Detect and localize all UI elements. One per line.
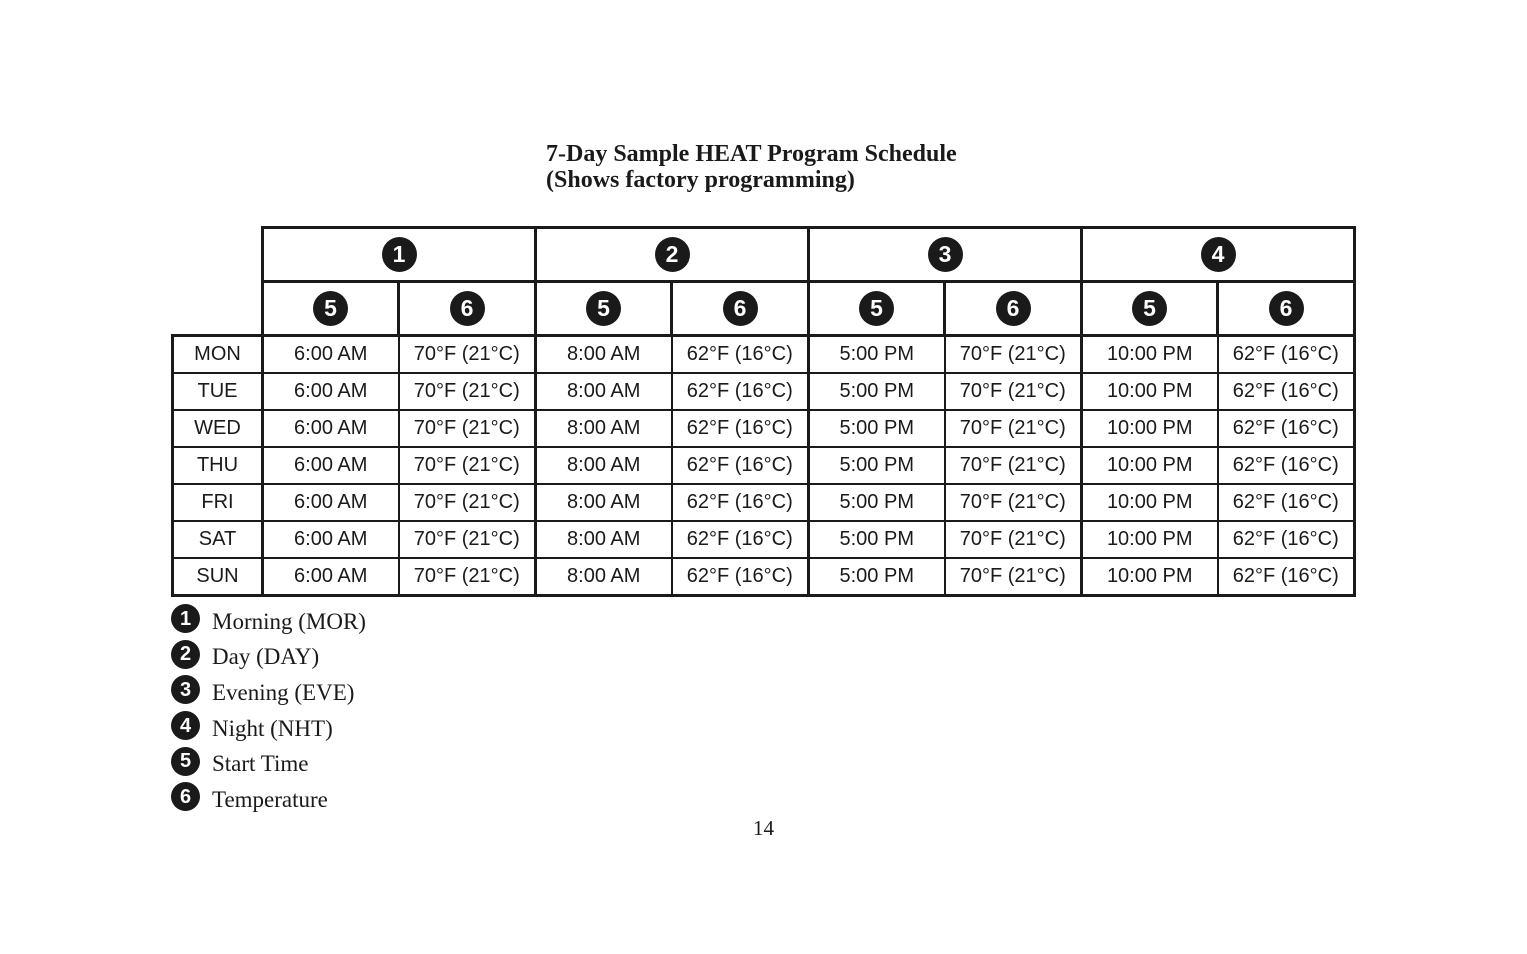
table-row: [173, 484, 1355, 521]
number-6-badge: 6: [1269, 291, 1304, 326]
table-row: [173, 336, 1355, 374]
temperature-cell: 62°F (16°C): [1218, 336, 1355, 374]
period-header-row: [173, 228, 1355, 282]
number-3-badge: 3: [928, 237, 963, 272]
start-time-cell: 6:00 AM: [263, 373, 399, 410]
number-6-badge: 6: [171, 782, 200, 811]
legend-label: Temperature: [212, 786, 328, 812]
sub-header-temperature: [945, 282, 1082, 336]
temperature-cell: 70°F (21°C): [945, 484, 1082, 521]
temperature-cell: 70°F (21°C): [399, 336, 536, 374]
blank-corner: [173, 282, 263, 336]
temperature-cell: 62°F (16°C): [1218, 410, 1355, 447]
number-3-badge: 3: [171, 675, 200, 704]
start-time-cell: 8:00 AM: [536, 521, 672, 558]
temperature-cell: 62°F (16°C): [1218, 558, 1355, 596]
table-row: [173, 373, 1355, 410]
day-cell: MON: [173, 336, 263, 374]
number-1-badge: 1: [382, 237, 417, 272]
legend-label: Day (DAY): [212, 644, 320, 670]
sub-header-row: [173, 282, 1355, 336]
start-time-cell: 5:00 PM: [809, 521, 945, 558]
title-line-1: 7-Day Sample HEAT Program Schedule: [546, 141, 957, 167]
legend-item-temperature: [171, 782, 366, 818]
temperature-cell: 70°F (21°C): [399, 558, 536, 596]
day-cell: THU: [173, 447, 263, 484]
day-cell: SAT: [173, 521, 263, 558]
number-4-badge: 4: [1201, 237, 1236, 272]
start-time-cell: 5:00 PM: [809, 410, 945, 447]
number-5-badge: 5: [859, 291, 894, 326]
start-time-cell: 5:00 PM: [809, 373, 945, 410]
sub-header-start-time: [809, 282, 945, 336]
sub-header-temperature: [399, 282, 536, 336]
table-row: [173, 521, 1355, 558]
period-header-day: [536, 228, 809, 282]
start-time-cell: 10:00 PM: [1082, 521, 1218, 558]
title-line-2: (Shows factory programming): [546, 167, 855, 193]
temperature-cell: 62°F (16°C): [1218, 373, 1355, 410]
temperature-cell: 62°F (16°C): [672, 373, 809, 410]
start-time-cell: 5:00 PM: [809, 447, 945, 484]
temperature-cell: 62°F (16°C): [672, 336, 809, 374]
temperature-cell: 70°F (21°C): [399, 484, 536, 521]
temperature-cell: 70°F (21°C): [399, 447, 536, 484]
number-5-badge: 5: [171, 747, 200, 776]
number-5-badge: 5: [586, 291, 621, 326]
temperature-cell: 62°F (16°C): [1218, 484, 1355, 521]
start-time-cell: 6:00 AM: [263, 521, 399, 558]
day-cell: WED: [173, 410, 263, 447]
temperature-cell: 70°F (21°C): [945, 521, 1082, 558]
start-time-cell: 8:00 AM: [536, 447, 672, 484]
number-6-badge: 6: [723, 291, 758, 326]
blank-corner: [173, 228, 263, 282]
start-time-cell: 6:00 AM: [263, 410, 399, 447]
schedule-table: [171, 226, 1356, 597]
start-time-cell: 8:00 AM: [536, 484, 672, 521]
number-5-badge: 5: [313, 291, 348, 326]
temperature-cell: 70°F (21°C): [399, 410, 536, 447]
legend: [171, 604, 366, 818]
temperature-cell: 70°F (21°C): [945, 447, 1082, 484]
start-time-cell: 8:00 AM: [536, 410, 672, 447]
number-4-badge: 4: [171, 711, 200, 740]
legend-item-night: [171, 711, 366, 747]
start-time-cell: 6:00 AM: [263, 447, 399, 484]
temperature-cell: 70°F (21°C): [399, 521, 536, 558]
number-6-badge: 6: [450, 291, 485, 326]
period-header-night: [1082, 228, 1355, 282]
legend-item-morning: [171, 604, 366, 640]
temperature-cell: 70°F (21°C): [399, 373, 536, 410]
temperature-cell: 70°F (21°C): [945, 336, 1082, 374]
start-time-cell: 5:00 PM: [809, 336, 945, 374]
temperature-cell: 62°F (16°C): [672, 410, 809, 447]
temperature-cell: 62°F (16°C): [672, 447, 809, 484]
period-header-evening: [809, 228, 1082, 282]
number-2-badge: 2: [171, 640, 200, 669]
schedule-title: [546, 141, 957, 193]
number-1-badge: 1: [171, 604, 200, 633]
temperature-cell: 62°F (16°C): [672, 558, 809, 596]
start-time-cell: 8:00 AM: [536, 336, 672, 374]
table-row: [173, 447, 1355, 484]
legend-label: Start Time: [212, 751, 309, 777]
sub-header-start-time: [1082, 282, 1218, 336]
start-time-cell: 5:00 PM: [809, 558, 945, 596]
start-time-cell: 10:00 PM: [1082, 336, 1218, 374]
temperature-cell: 70°F (21°C): [945, 558, 1082, 596]
temperature-cell: 62°F (16°C): [1218, 447, 1355, 484]
sub-header-start-time: [263, 282, 399, 336]
start-time-cell: 10:00 PM: [1082, 410, 1218, 447]
number-6-badge: 6: [996, 291, 1031, 326]
number-2-badge: 2: [655, 237, 690, 272]
table-row: [173, 410, 1355, 447]
number-5-badge: 5: [1132, 291, 1167, 326]
temperature-cell: 62°F (16°C): [672, 521, 809, 558]
start-time-cell: 5:00 PM: [809, 484, 945, 521]
legend-item-evening: [171, 675, 366, 711]
page-number: 14: [753, 816, 774, 840]
day-cell: FRI: [173, 484, 263, 521]
start-time-cell: 10:00 PM: [1082, 484, 1218, 521]
day-cell: SUN: [173, 558, 263, 596]
start-time-cell: 10:00 PM: [1082, 558, 1218, 596]
sub-header-temperature: [1218, 282, 1355, 336]
sub-header-start-time: [536, 282, 672, 336]
start-time-cell: 8:00 AM: [536, 373, 672, 410]
legend-item-start-time: [171, 746, 366, 782]
temperature-cell: 70°F (21°C): [945, 410, 1082, 447]
temperature-cell: 62°F (16°C): [1218, 521, 1355, 558]
start-time-cell: 10:00 PM: [1082, 373, 1218, 410]
start-time-cell: 6:00 AM: [263, 558, 399, 596]
start-time-cell: 6:00 AM: [263, 484, 399, 521]
day-cell: TUE: [173, 373, 263, 410]
legend-item-day: [171, 640, 366, 676]
legend-label: Morning (MOR): [212, 608, 366, 634]
legend-label: Night (NHT): [212, 715, 333, 741]
start-time-cell: 6:00 AM: [263, 336, 399, 374]
table-row: [173, 558, 1355, 596]
start-time-cell: 8:00 AM: [536, 558, 672, 596]
legend-label: Evening (EVE): [212, 679, 355, 705]
temperature-cell: 70°F (21°C): [945, 373, 1082, 410]
period-header-morning: [263, 228, 536, 282]
sub-header-temperature: [672, 282, 809, 336]
temperature-cell: 62°F (16°C): [672, 484, 809, 521]
start-time-cell: 10:00 PM: [1082, 447, 1218, 484]
